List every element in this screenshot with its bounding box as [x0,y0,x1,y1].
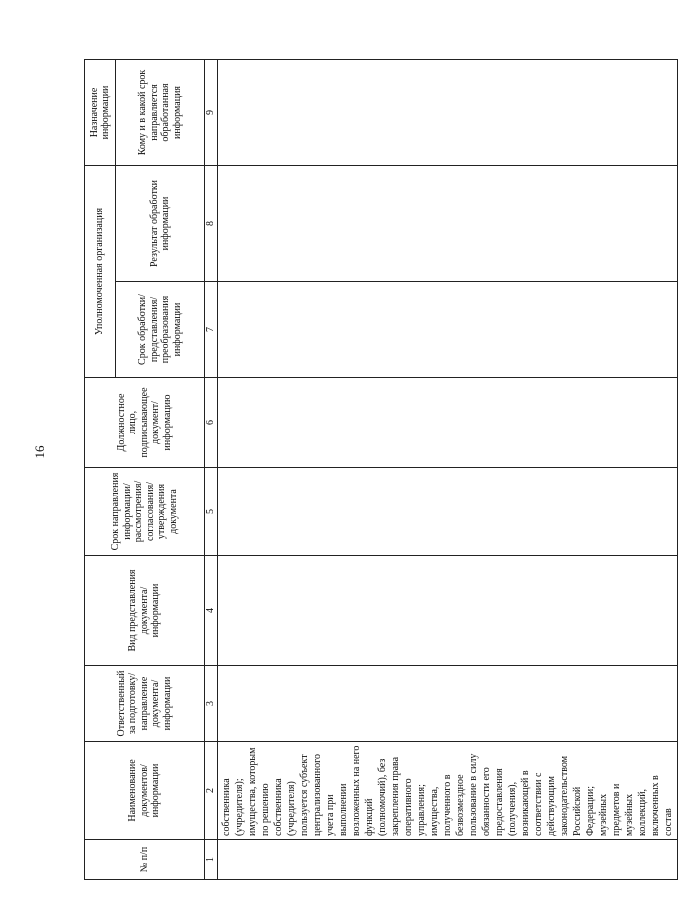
document-name-line: функций [364,798,375,836]
document-name-line: законодательством [559,755,570,836]
document-name-line: включенных в состав [650,775,674,836]
document-name-line: закрепления права [390,756,401,836]
document-name-line: управления; [416,784,427,836]
document-name-line: оперативного [403,778,414,836]
header-col-5: Срок направления информации/ рассмотрения/ согласования/ утверждения документа [85,468,205,556]
document-name-line: возложенных на него [351,745,362,836]
document-name-line: (учредителя); [234,778,245,836]
table-cell-3 [218,666,678,742]
document-name-line: централизованного [312,754,323,836]
document-name-line: полученного в [442,774,453,836]
table-cell-1 [218,840,678,880]
header-col-8: Результат обработки информации [116,165,205,281]
document-name-line: Российской [572,786,583,836]
page-number: 16 [32,445,47,459]
table-row [218,59,678,879]
column-number: 5 [205,468,218,556]
header-col-2: Наименование документов/ информации [85,742,205,840]
column-number: 2 [205,742,218,840]
document-name-line: (полномочий), без [377,758,388,836]
column-number: 4 [205,556,218,666]
header-col-1: № п/п [85,840,205,880]
document-name-lines [220,745,675,836]
document-name-line: пользуется субъект [299,754,310,836]
header-org-group: Уполномоченная организация [85,165,116,377]
header-row-top [85,59,116,879]
header-col-4: Вид представления документа/ информации [85,556,205,666]
document-name-line: имущества, [429,786,440,836]
document-name-line: действующим [546,776,557,836]
column-number: 7 [205,282,218,378]
document-name-line: по решению [260,783,271,836]
document-name-line: выполнении [338,783,349,836]
header-col-6: Должностное лицо, подписывающее документ/ информацию [85,378,205,468]
document-table [84,59,678,880]
rotated-table-wrapper [84,60,674,880]
document-name-line: собственника [221,778,232,836]
document-name-line: имущества, которым [247,747,258,836]
document-name-line: соответствии с [533,772,544,836]
header-col-9: Кому и в какой срок направляется обработанная информация [116,59,205,165]
document-name-line: предметов и [611,783,622,836]
document-name-line: учета при [325,794,336,836]
table-cell-2-document-name [218,742,678,840]
document-name-line: возникающей в [520,770,531,836]
document-name-line: безвозмездное [455,774,466,836]
document-name-line: Федерации; музейных [585,785,609,836]
document-name-line: (получения), [507,781,518,836]
table-cell-8 [218,165,678,281]
document-name-line: (учредителя) [286,781,297,836]
column-number: 8 [205,165,218,281]
header-col-3: Ответственный за подготовку/ направление документа/ информации [85,666,205,742]
column-number: 6 [205,378,218,468]
header-group-9: Назначение информации [85,59,116,165]
column-number-row [205,59,218,879]
table-cell-5 [218,468,678,556]
table-cell-9 [218,59,678,165]
table-cell-7 [218,282,678,378]
document-name-line: собственника [273,778,284,836]
header-col-7: Срок обработки/ представления/ преобразования информации [116,282,205,378]
column-number: 3 [205,666,218,742]
table-cell-6 [218,378,678,468]
document-name-line: пользование в силу [468,753,479,836]
table-cell-4 [218,556,678,666]
document-name-line: музейных коллекций, [624,788,648,836]
column-number: 1 [205,840,218,880]
document-name-line: предоставления [494,768,505,836]
document-name-line: обязанности его [481,767,492,836]
column-number: 9 [205,59,218,165]
